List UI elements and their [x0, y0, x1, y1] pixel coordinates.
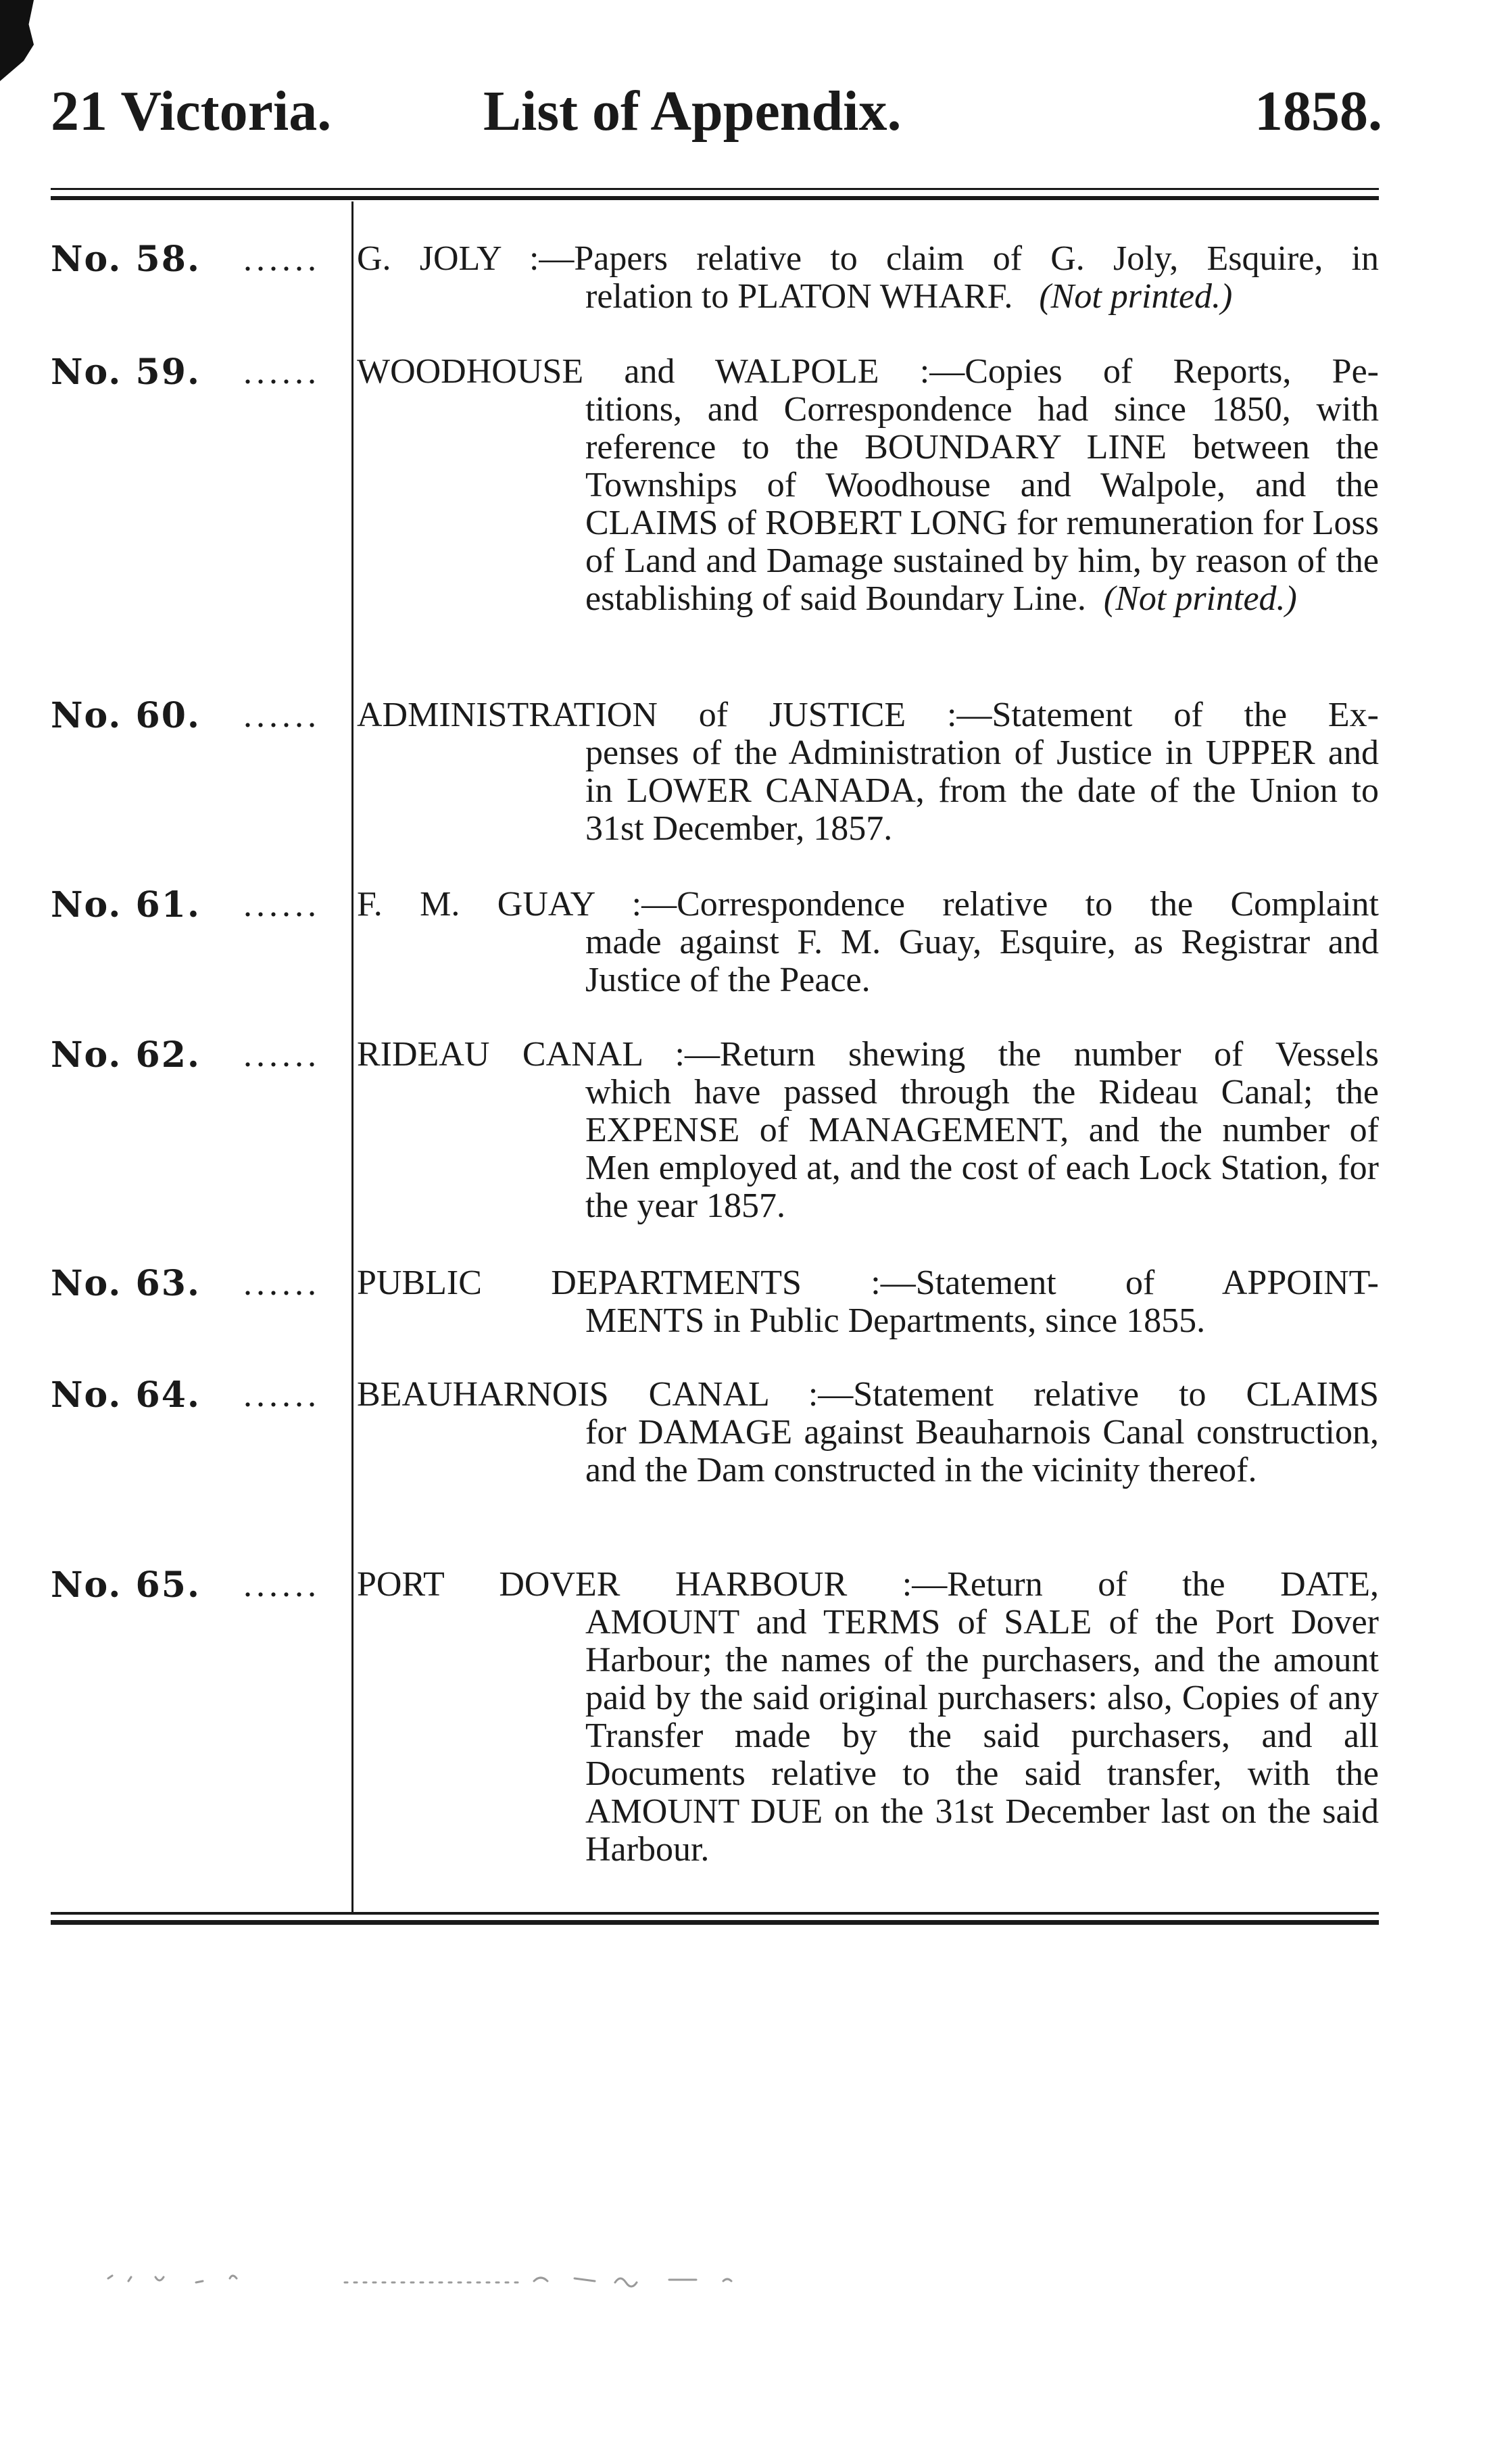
entry-leader-dots: ......	[243, 696, 320, 735]
entry-number: No. 62.	[51, 1034, 201, 1076]
entry-number: No. 61.	[51, 884, 201, 926]
entry-first-line: F. M. GUAY :—Correspondence relative to the Complaint	[357, 885, 1379, 924]
entry-first-line: BEAUHARNOIS CANAL :—Statement relative to CLAIMS	[357, 1375, 1379, 1414]
entry-body-text: relation to PLATON WHARF.	[585, 277, 1013, 316]
entry-first-line: ADMINISTRATION of JUSTICE :—Statement of the Ex-	[357, 696, 1379, 734]
entry-number: No. 65.	[51, 1564, 201, 1606]
entry-note: (Not printed.)	[1103, 579, 1297, 618]
entry-text	[357, 1376, 1379, 1489]
entry-body: for DAMAGE against Beauharnois Canal construction, and the Dam constructed in the vicinity thereof.	[585, 1413, 1379, 1489]
entry-number: No. 63.	[51, 1263, 201, 1304]
entry-leader-dots: ......	[243, 240, 320, 279]
header-title: List of Appendix.	[483, 80, 902, 143]
entry-note: (Not printed.)	[1039, 277, 1233, 316]
entry-body: which have passed through the Rideau Canal; the EXPENSE of MANAGEMENT, and the number of Men employed at, and the cost of each Lock Station, for the year 1857.	[585, 1073, 1379, 1225]
entry-number: No. 59.	[51, 352, 201, 393]
header-session: 21 Victoria.	[51, 80, 332, 143]
entry-body: MENTS in Public Departments, since 1855.	[585, 1301, 1206, 1340]
entry-first-line: PUBLIC DEPARTMENTS :—Statement of APPOINT-	[357, 1264, 1379, 1302]
entry-leader-dots: ......	[243, 1566, 320, 1604]
entry-text	[357, 1264, 1379, 1340]
header-rule-thick	[51, 196, 1379, 200]
entry-first-line: WOODHOUSE and WALPOLE :—Copies of Reports, Pe-	[357, 352, 1379, 391]
entry-first-line: RIDEAU CANAL :—Return shewing the number of Vessels	[357, 1035, 1379, 1074]
header-rule-thin	[51, 188, 1379, 190]
entry-leader-dots: ......	[243, 1376, 320, 1414]
entry-text	[357, 353, 1379, 618]
entry-number: No. 58.	[51, 239, 201, 280]
entry-body: penses of the Administration of Justice in UPPER and in LOWER CANADA, from the date of the Union to 31st December, 1857.	[585, 734, 1379, 848]
entry-number: No. 64.	[51, 1374, 201, 1416]
entry-body	[585, 391, 1379, 618]
entry-body	[585, 278, 1379, 316]
column-divider	[351, 201, 353, 1912]
entry-text	[357, 1566, 1379, 1869]
entry-leader-dots: ......	[243, 1264, 320, 1303]
entry-leader-dots: ......	[243, 1036, 320, 1074]
entry-body: made against F. M. Guay, Esquire, as Registrar and Justice of the Peace.	[585, 923, 1379, 999]
entry-text	[357, 886, 1379, 999]
entry-leader-dots: ......	[243, 886, 320, 924]
entry-body-text: titions, and Correspondence had since 1850, with reference to the BOUNDARY LINE between the Townships of Woodhouse and Walpole, and the CLAIMS of ROBERT LONG for remuneration for Loss of Land and Damage sustained by him, by reason of the establishing of said Boundary Line.	[585, 390, 1379, 618]
entry-text	[357, 1036, 1379, 1225]
entry-text	[357, 696, 1379, 848]
header-year: 1858.	[1254, 80, 1382, 143]
entry-text	[357, 240, 1379, 316]
footer-rule-thin	[51, 1912, 1379, 1915]
entry-first-line: PORT DOVER HARBOUR :—Return of the DATE,	[357, 1565, 1379, 1604]
entry-body: AMOUNT and TERMS of SALE of the Port Dover Harbour; the names of the purchasers, and the amount paid by the said original purchasers: also, Copies of any Transfer made by the said purchasers, and all Documents relative to the said transfer, with the AMOUNT DUE on the 31st December last on the said Harbour.	[585, 1603, 1379, 1869]
entry-first-line: G. JOLY :—Papers relative to claim of G. Joly, Esquire, in	[357, 239, 1379, 278]
faded-ink-marks	[101, 2258, 912, 2299]
page-corner-mark	[0, 0, 34, 81]
footer-rule-thick	[51, 1920, 1379, 1925]
entry-number: No. 60.	[51, 695, 201, 736]
page-header	[51, 78, 1382, 152]
entry-leader-dots: ......	[243, 353, 320, 391]
